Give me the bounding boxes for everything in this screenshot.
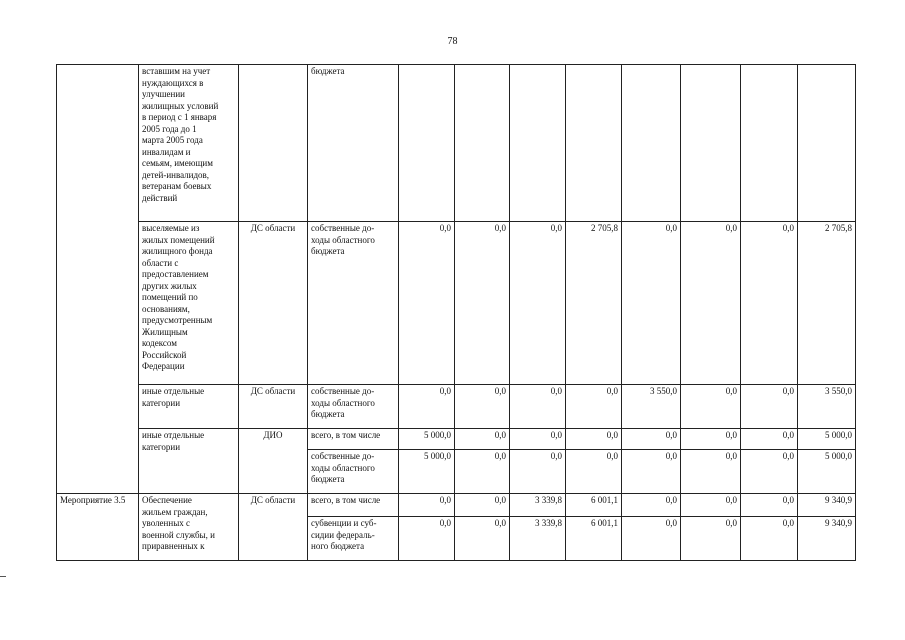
responsible-cell <box>239 65 308 222</box>
responsible-cell: ДС области <box>239 385 308 429</box>
value-cell: 0,0 <box>741 385 798 429</box>
value-cell: 5 000,0 <box>399 450 455 494</box>
source-cell: собственные до- ходы областного бюджета <box>308 222 399 385</box>
source-cell: бюджета <box>308 65 399 222</box>
responsible-cell: ДС области <box>239 222 308 385</box>
value-cell: 0,0 <box>741 517 798 561</box>
value-cell: 0,0 <box>399 222 455 385</box>
value-cell: 2 705,8 <box>566 222 622 385</box>
responsible-cell: ДС области <box>239 494 308 561</box>
value-cell: 0,0 <box>681 494 741 517</box>
value-cell <box>798 65 856 222</box>
table-row <box>57 65 856 222</box>
value-cell: 0,0 <box>622 429 681 450</box>
category-cell: выселяемые из жилых помещений жилищного фонда области с предоставлением других жилых помещений по основаниям, предусмотренным Жилищным кодексом Российской Федерации <box>139 222 239 385</box>
value-cell: 0,0 <box>455 450 510 494</box>
scan-margin-mark <box>0 576 6 579</box>
value-cell <box>399 65 455 222</box>
value-cell: 0,0 <box>622 494 681 517</box>
value-cell: 3 339,8 <box>510 494 566 517</box>
value-cell: 0,0 <box>741 429 798 450</box>
value-cell <box>741 65 798 222</box>
page-number: 78 <box>447 36 458 47</box>
source-cell: всего, в том числе <box>308 429 399 450</box>
value-cell: 0,0 <box>399 385 455 429</box>
value-cell: 3 339,8 <box>510 517 566 561</box>
value-cell: 0,0 <box>681 450 741 494</box>
value-cell: 9 340,9 <box>798 517 856 561</box>
value-cell: 0,0 <box>399 517 455 561</box>
value-cell: 6 001,1 <box>566 517 622 561</box>
value-cell: 0,0 <box>455 385 510 429</box>
value-cell: 0,0 <box>681 222 741 385</box>
value-cell <box>455 65 510 222</box>
value-cell: 0,0 <box>510 222 566 385</box>
category-cell: вставшим на учет нуждающихся в улучшении жилищных условий в период с 1 января 2005 года до 1 марта 2005 года инвалидам и семьям, имеющим детей-инвалидов, ветеранам боевых действий <box>139 65 239 222</box>
value-cell: 0,0 <box>681 517 741 561</box>
value-cell: 0,0 <box>566 429 622 450</box>
value-cell <box>681 65 741 222</box>
table-row <box>57 385 856 429</box>
value-cell: 5 000,0 <box>798 450 856 494</box>
table-row <box>57 222 856 385</box>
value-cell: 0,0 <box>510 450 566 494</box>
value-cell: 3 550,0 <box>798 385 856 429</box>
value-cell: 9 340,9 <box>798 494 856 517</box>
value-cell: 0,0 <box>741 450 798 494</box>
value-cell: 0,0 <box>622 450 681 494</box>
value-cell: 0,0 <box>566 450 622 494</box>
source-cell: всего, в том числе <box>308 494 399 517</box>
value-cell: 3 550,0 <box>622 385 681 429</box>
value-cell: 0,0 <box>622 517 681 561</box>
value-cell: 0,0 <box>681 429 741 450</box>
source-cell: собственные до- ходы областного бюджета <box>308 385 399 429</box>
value-cell: 5 000,0 <box>399 429 455 450</box>
table-row <box>57 429 856 450</box>
value-cell <box>566 65 622 222</box>
value-cell: 0,0 <box>455 429 510 450</box>
value-cell <box>622 65 681 222</box>
value-cell: 0,0 <box>566 385 622 429</box>
value-cell: 0,0 <box>681 385 741 429</box>
value-cell: 0,0 <box>741 222 798 385</box>
budget-table <box>56 64 856 561</box>
value-cell: 0,0 <box>622 222 681 385</box>
event-cell <box>57 65 139 494</box>
value-cell: 0,0 <box>741 494 798 517</box>
source-cell: субвенции и суб- сидии федераль- ного бюджета <box>308 517 399 561</box>
event-cell: Мероприятие 3.5 <box>57 494 139 561</box>
value-cell: 0,0 <box>455 517 510 561</box>
category-cell: Обеспечение жильем граждан, уволенных с военной службы, и приравненных к <box>139 494 239 561</box>
value-cell: 0,0 <box>399 494 455 517</box>
responsible-cell: ДИО <box>239 429 308 494</box>
table-row <box>57 494 856 517</box>
value-cell: 0,0 <box>510 385 566 429</box>
category-cell: иные отдельные категории <box>139 385 239 429</box>
value-cell: 0,0 <box>455 222 510 385</box>
source-cell: собственные до- ходы областного бюджета <box>308 450 399 494</box>
value-cell: 2 705,8 <box>798 222 856 385</box>
value-cell: 6 001,1 <box>566 494 622 517</box>
category-cell: иные отдельные категории <box>139 429 239 494</box>
value-cell <box>510 65 566 222</box>
value-cell: 0,0 <box>510 429 566 450</box>
value-cell: 0,0 <box>455 494 510 517</box>
value-cell: 5 000,0 <box>798 429 856 450</box>
